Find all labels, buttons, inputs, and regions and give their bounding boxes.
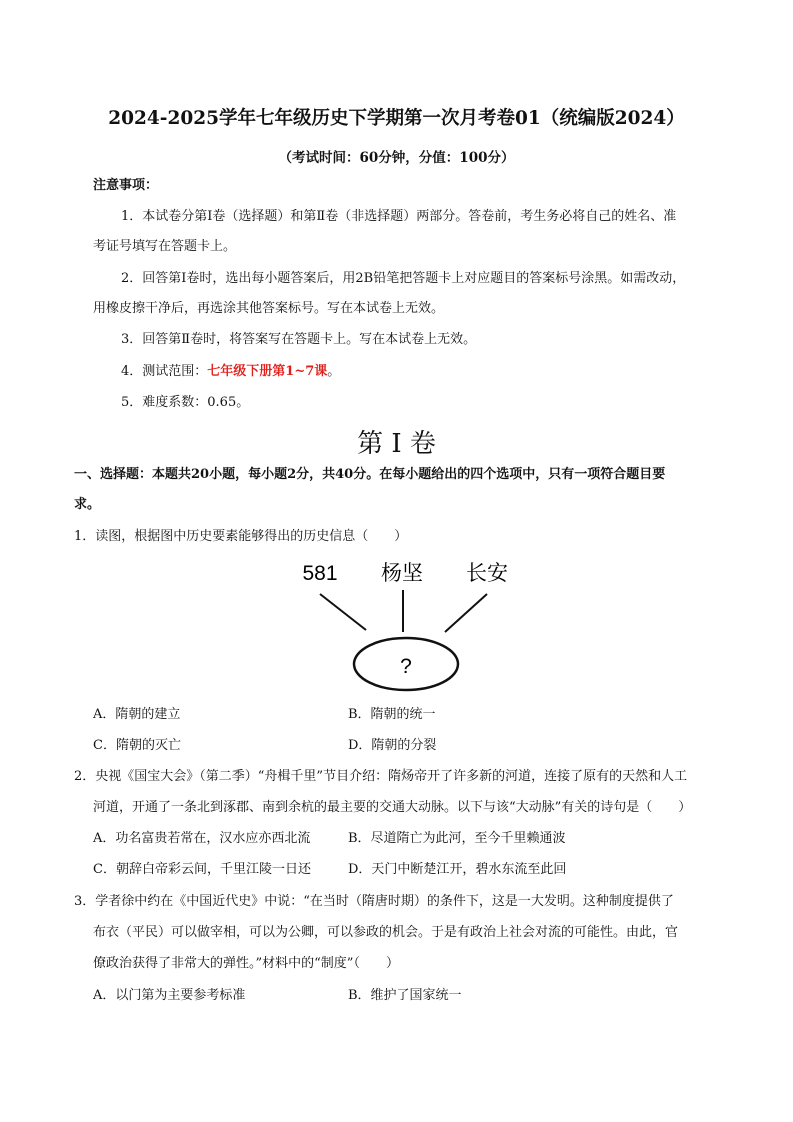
section-title: 第 I 卷 [357,429,436,459]
q2-option-c: C．朝辞白帝彩云间，千里江陵一日还 [93,862,311,877]
figure-label-581: 581 [302,562,338,585]
exam-subtitle: （考试时间：60分钟，分值：100分） [278,150,515,166]
q1-option-d: D．隋朝的分裂 [348,738,437,753]
note-4 [121,363,340,381]
figure-question-mark: ? [400,655,412,678]
note-1-line-1: 1．本试卷分第Ⅰ卷（选择题）和第Ⅱ卷（非选择题）两部分。答卷前，考生务必将自己的姓名、准 [121,209,677,224]
section-instruction-line-1: 一、选择题：本题共20小题，每小题2分，共40分。在每小题给出的四个选项中，只有一项符合题目要 [74,467,666,482]
note-1-line-2: 考证号填写在答题卡上。 [93,239,237,254]
figure-line-right [445,594,487,632]
figure-label-changan: 长安 [466,562,508,585]
note-3: 3．回答第Ⅱ卷时，将答案写在答题卡上。写在本试卷上无效。 [121,332,477,347]
q2-option-b: B．尽道隋亡为此河，至今千里赖通波 [348,831,566,846]
q1-option-c: C．隋朝的灭亡 [93,738,181,753]
q2-option-d: D．天门中断楚江开，碧水东流至此回 [348,862,567,877]
note-5: 5．难度系数：0.65。 [121,395,250,410]
q1-stem: 1．读图，根据图中历史要素能够得出的历史信息（ ） [74,529,408,544]
note-2-line-1: 2．回答第Ⅰ卷时，选出每小题答案后，用2B铅笔把答题卡上对应题目的答案标号涂黑。如需改动， [121,271,686,286]
q3-line-1: 3．学者徐中约在《中国近代史》中说：“在当时（隋唐时期）的条件下，这是一大发明。这种制度提供了 [74,894,674,909]
figure-label-yangjian: 杨坚 [381,562,423,585]
q2-option-a: A．功名富贵若常在，汉水应亦西北流 [93,831,311,846]
note-4-range: 七年级下册第1~7课 [207,364,328,379]
figure-line-left [320,594,366,630]
q3-option-a: A．以门第为主要参考标准 [93,988,246,1003]
note-4-prefix: 4．测试范围： [121,364,208,379]
q1-figure [290,556,530,696]
q1-figure-svg [290,556,530,696]
q3-line-3: 僚政治获得了非常大的弹性。”材料中的“制度”（ ） [93,956,399,971]
note-4-suffix: 。 [327,364,341,379]
q2-line-2: 河道，开通了一条北到涿郡、南到余杭的最主要的交通大动脉。以下与该“大动脉”有关的诗句是（ ） [93,800,692,815]
q1-option-b: B．隋朝的统一 [348,707,436,722]
section-instruction-line-2: 求。 [74,497,101,512]
exam-title: 2024-2025学年七年级历史下学期第一次月考卷01（统编版2024） [108,108,685,129]
notes-heading: 注意事项： [93,178,159,193]
q3-option-b: B．维护了国家统一 [348,988,462,1003]
q3-line-2: 布衣（平民）可以做宰相，可以为公卿，可以参政的机会。于是有政治上社会对流的可能性。由此，官 [93,925,679,940]
note-2-line-2: 用橡皮擦干净后，再选涂其他答案标号。写在本试卷上无效。 [93,301,445,316]
q1-option-a: A．隋朝的建立 [93,707,181,722]
q2-line-1: 2．央视《国宝大会》（第二季）“舟楫千里”节目介绍：隋炀帝开了许多新的河道，连接了原有的天然和人工 [74,769,688,784]
